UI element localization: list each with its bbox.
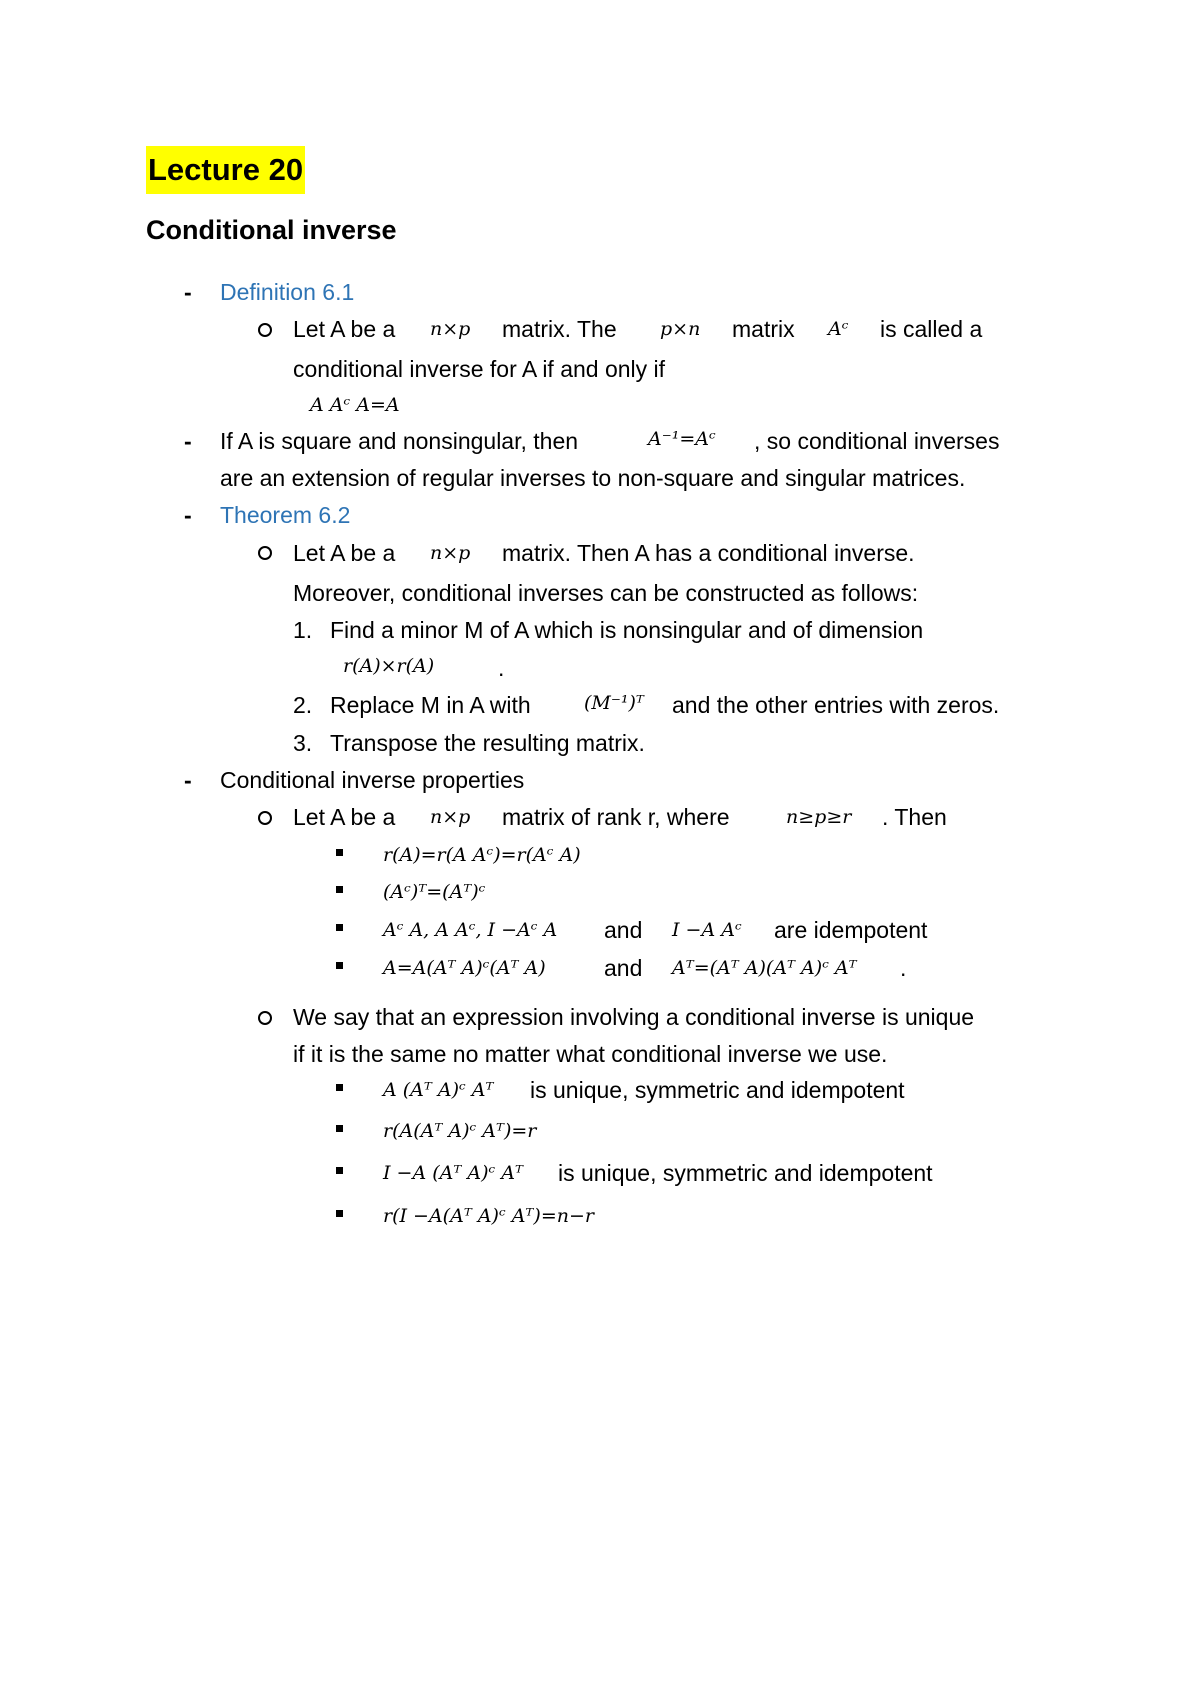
- property-text: .: [900, 955, 907, 981]
- square-bullet: [336, 962, 343, 969]
- theorem-heading: Theorem 6.2: [220, 502, 351, 528]
- property-text: and: [604, 955, 643, 981]
- math-dimension: p×n: [660, 318, 701, 340]
- math-formula: I −A (Aᵀ A)ᶜ Aᵀ: [383, 1162, 523, 1184]
- list-dash: -: [184, 279, 192, 305]
- section-heading: Conditional inverse: [146, 215, 397, 245]
- math-formula: I −A Aᶜ: [672, 919, 742, 941]
- def-text: conditional inverse for A if and only if: [293, 356, 666, 382]
- list-dash: -: [184, 502, 192, 528]
- def-text: Let A be a: [293, 316, 396, 342]
- properties-heading: Conditional inverse properties: [220, 767, 525, 793]
- property-text: is unique, symmetric and idempotent: [558, 1160, 933, 1186]
- theorem-text: Moreover, conditional inverses can be constructed as follows:: [293, 580, 919, 606]
- step-text: .: [498, 655, 505, 681]
- step-number: 3.: [293, 730, 313, 756]
- math-dimension: n×p: [430, 318, 471, 340]
- property-text: is unique, symmetric and idempotent: [530, 1077, 905, 1103]
- math-dimension: n×p: [430, 542, 471, 564]
- def-text: matrix. The: [502, 316, 617, 342]
- math-dimension: n×p: [430, 806, 471, 828]
- note-text: If A is square and nonsingular, then: [220, 428, 579, 454]
- square-bullet: [336, 1210, 343, 1217]
- theorem-text: Let A be a: [293, 540, 396, 566]
- step-text: Replace M in A with: [330, 692, 531, 718]
- circle-bullet: [258, 811, 272, 825]
- square-bullet: [336, 849, 343, 856]
- math-formula: Aᶜ A, A Aᶜ, I −Aᶜ A: [383, 919, 558, 941]
- circle-bullet: [258, 323, 272, 337]
- math-formula: (M⁻¹)ᵀ: [584, 692, 644, 714]
- math-formula: A (Aᵀ A)ᶜ Aᵀ: [383, 1079, 494, 1101]
- circle-bullet: [258, 546, 272, 560]
- step-number: 2.: [293, 692, 313, 718]
- note-text: are an extension of regular inverses to non-square and singular matrices.: [220, 465, 966, 491]
- square-bullet: [336, 1084, 343, 1091]
- math-formula: A Aᶜ A=A: [310, 394, 400, 416]
- math-symbol: Aᶜ: [828, 318, 849, 340]
- list-dash: -: [184, 767, 192, 793]
- square-bullet: [336, 886, 343, 893]
- def-text: is called a: [880, 316, 983, 342]
- math-formula: n≥p≥r: [786, 806, 852, 828]
- definition-heading: Definition 6.1: [220, 279, 355, 305]
- step-number: 1.: [293, 617, 313, 643]
- property-text: matrix of rank r, where: [502, 804, 730, 830]
- math-formula: A⁻¹=Aᶜ: [648, 428, 716, 450]
- step-text: and the other entries with zeros.: [672, 692, 1000, 718]
- property-text: if it is the same no matter what conditional inverse we use.: [293, 1041, 888, 1067]
- math-formula: r(A(Aᵀ A)ᶜ Aᵀ)=r: [383, 1120, 537, 1142]
- property-text: and: [604, 917, 643, 943]
- note-text: , so conditional inverses: [754, 428, 1000, 454]
- math-formula: (Aᶜ)ᵀ=(Aᵀ)ᶜ: [383, 881, 486, 903]
- math-formula: r(I −A(Aᵀ A)ᶜ Aᵀ)=n−r: [383, 1205, 594, 1227]
- property-text: We say that an expression involving a conditional inverse is unique: [293, 1004, 975, 1030]
- list-dash: -: [184, 428, 192, 454]
- step-text: Transpose the resulting matrix.: [330, 730, 645, 756]
- square-bullet: [336, 1125, 343, 1132]
- property-text: . Then: [882, 804, 947, 830]
- step-text: Find a minor M of A which is nonsingular and of dimension: [330, 617, 924, 643]
- def-text: matrix: [732, 316, 795, 342]
- square-bullet: [336, 924, 343, 931]
- theorem-text: matrix. Then A has a conditional inverse.: [502, 540, 915, 566]
- math-formula: Aᵀ=(Aᵀ A)(Aᵀ A)ᶜ Aᵀ: [672, 957, 857, 979]
- circle-bullet: [258, 1011, 272, 1025]
- math-formula: r(A)=r(A Aᶜ)=r(Aᶜ A): [383, 844, 581, 866]
- math-formula: r(A)×r(A): [343, 655, 435, 677]
- math-formula: A=A(Aᵀ A)ᶜ(Aᵀ A): [383, 957, 546, 979]
- page-title: Lecture 20: [146, 146, 305, 194]
- property-text: are idempotent: [774, 917, 928, 943]
- square-bullet: [336, 1167, 343, 1174]
- property-text: Let A be a: [293, 804, 396, 830]
